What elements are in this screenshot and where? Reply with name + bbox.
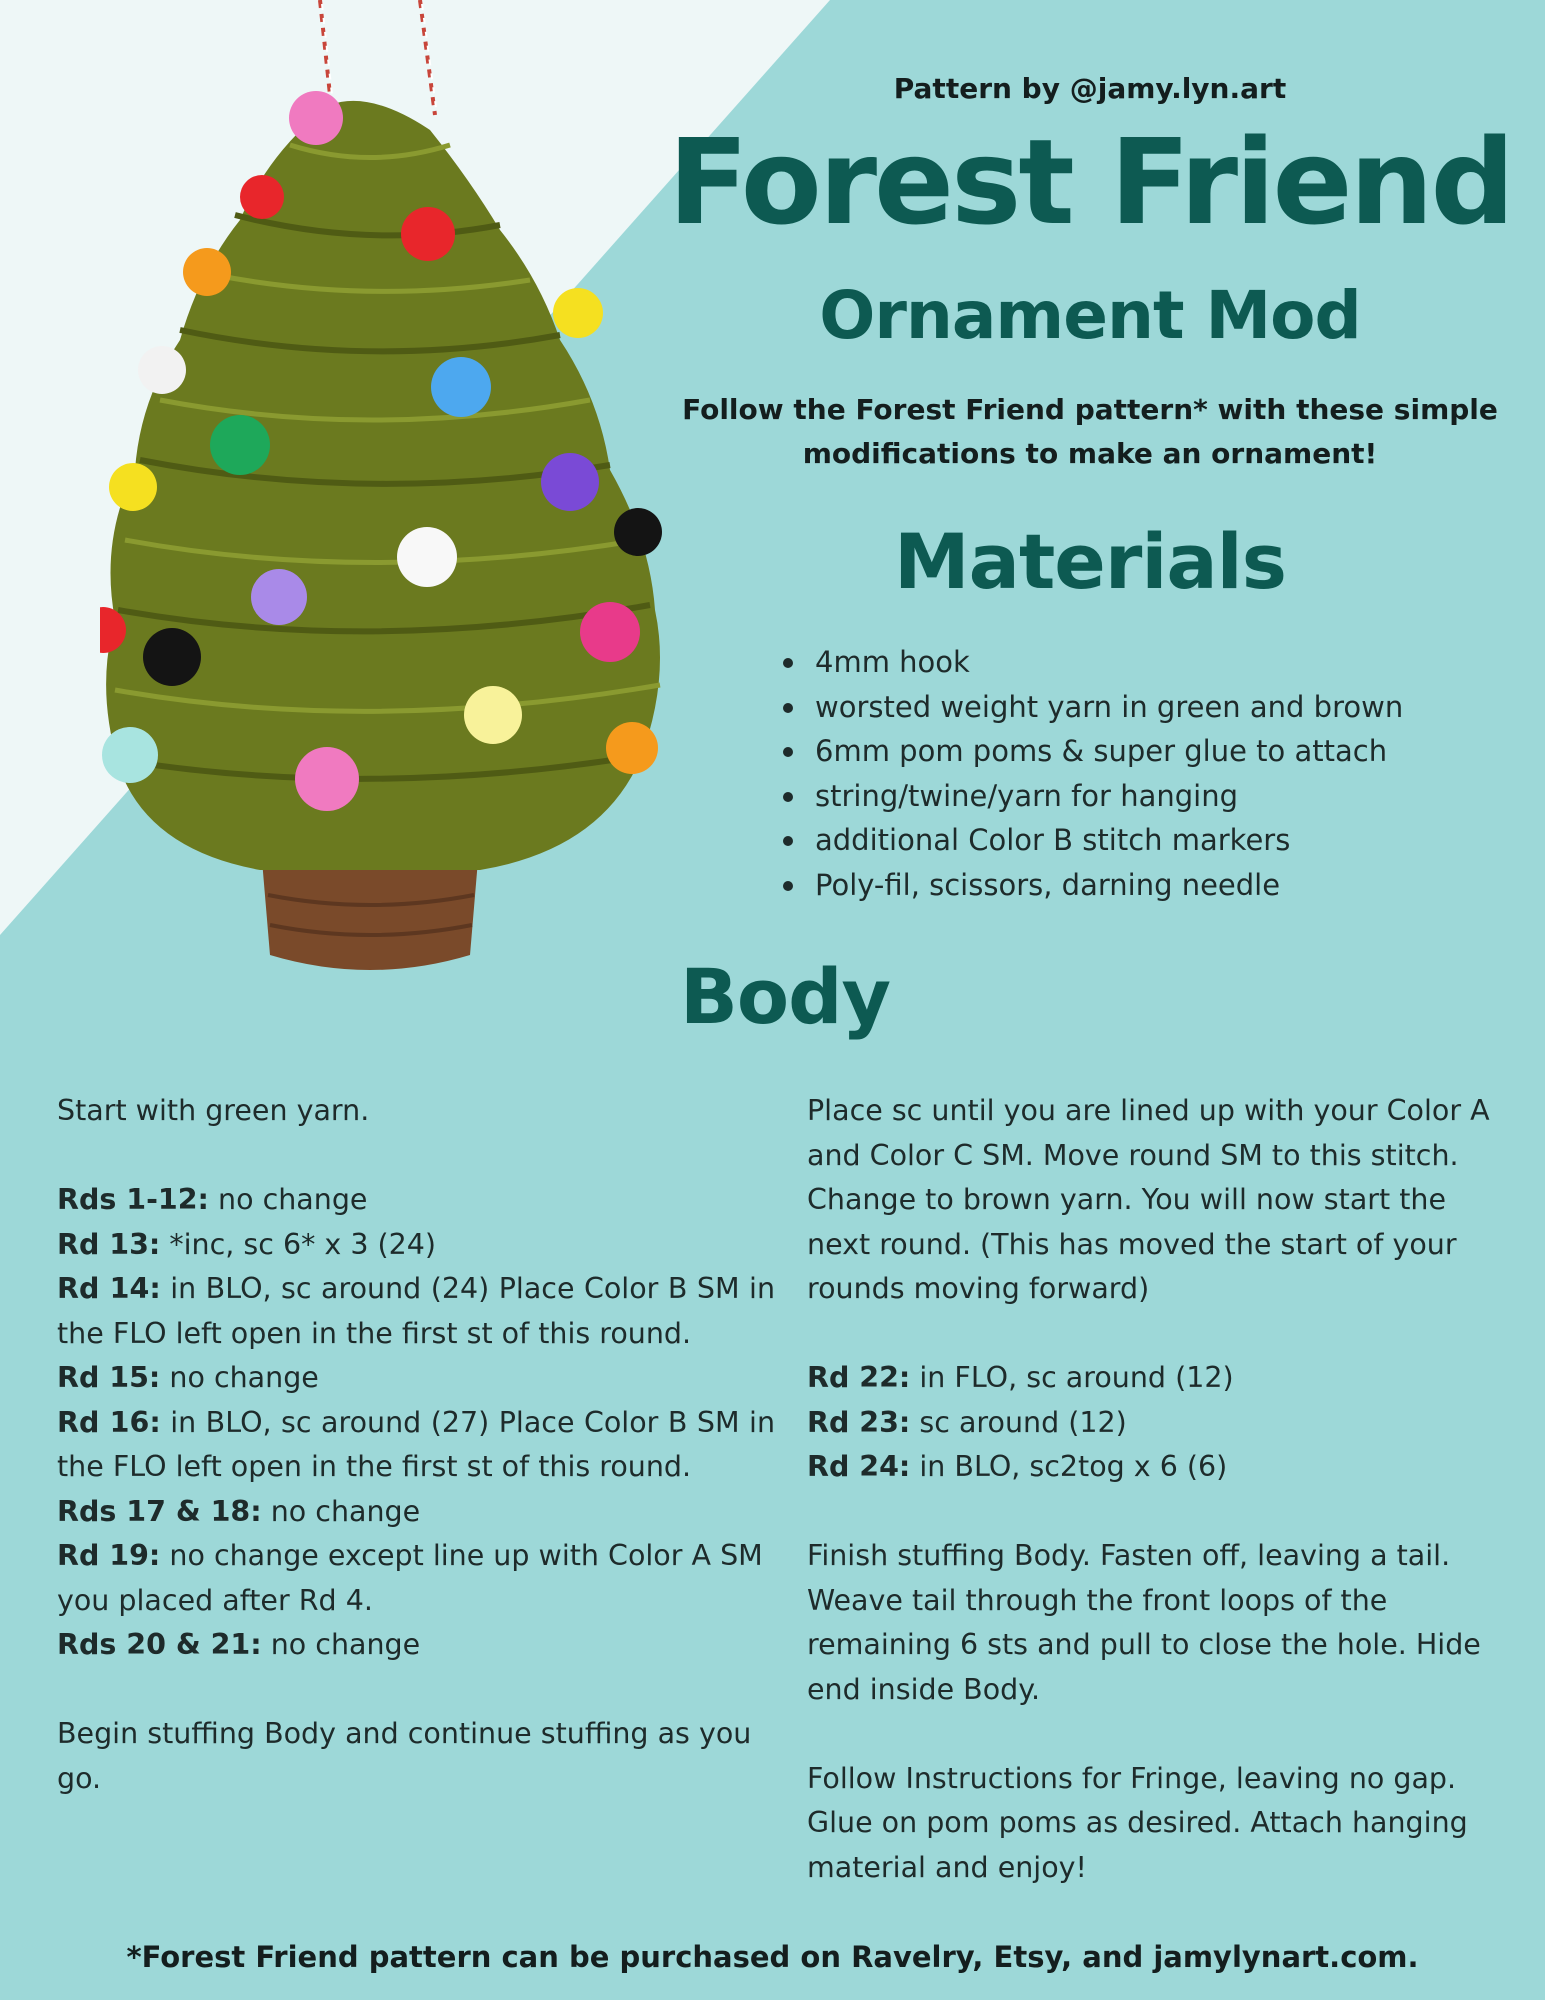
- round-label: Rd 13:: [57, 1227, 161, 1261]
- round-row: [57, 1534, 775, 1623]
- list-item: 4mm hook: [780, 640, 1520, 685]
- round-label: Rd 14:: [57, 1272, 161, 1305]
- round-row: [57, 1623, 775, 1668]
- round-label: Rds 1-12:: [57, 1183, 209, 1216]
- list-item: Poly-fil, scissors, darning needle: [780, 863, 1520, 908]
- finish-note: Finish stuffing Body. Fasten off, leaving a tail. Weave tail through the front loops of the remaining 6 sts and pull to close the hole. Hide end inside Body.: [807, 1539, 1481, 1706]
- round-text: sc around (12): [910, 1405, 1127, 1439]
- footer-note: *Forest Friend pattern can be purchased on Ravelry, Etsy, and jamylynart.com.: [126, 1940, 1419, 1974]
- page-title: Forest Friend: [667, 113, 1513, 251]
- list-item: string/twine/yarn for hanging: [780, 774, 1520, 819]
- round-text: no change: [261, 1494, 421, 1528]
- round-row: [57, 1356, 775, 1401]
- body-instructions-left: [57, 1089, 775, 1801]
- round-label: Rds 20 & 21:: [57, 1628, 262, 1661]
- round-label: Rd 15:: [57, 1361, 161, 1394]
- round-label: Rd 24:: [807, 1450, 911, 1483]
- list-item: 6mm pom poms & super glue to attach: [780, 729, 1520, 774]
- round-row: [807, 1401, 1507, 1446]
- round-label: Rd 16:: [57, 1405, 161, 1439]
- materials-heading: Materials: [894, 517, 1286, 606]
- list-item: additional Color B stitch markers: [780, 818, 1520, 863]
- intro-text: [680, 388, 1500, 476]
- stuffing-note: Begin stuffing Body and continue stuffing as you go.: [57, 1717, 752, 1795]
- round-row: [57, 1178, 775, 1223]
- round-text: in BLO, sc2tog x 6 (6): [910, 1450, 1228, 1483]
- intro-line-2: modifications to make an ornament!: [802, 437, 1378, 470]
- round-text: in BLO, sc around (24) Place Color B SM in the FLO left open in the first st of this round.: [57, 1272, 776, 1350]
- round-label: Rd 19:: [57, 1539, 161, 1572]
- round-text: no change: [208, 1183, 368, 1216]
- round-row: [57, 1267, 775, 1356]
- round-row: [807, 1445, 1507, 1490]
- fringe-note: Follow Instructions for Fringe, leaving no gap. Glue on pom poms as desired. Attach hanging material and enjoy!: [807, 1761, 1468, 1884]
- round-text: in FLO, sc around (12): [910, 1361, 1234, 1394]
- round-text: *inc, sc 6* x 3 (24): [160, 1227, 437, 1261]
- intro-line-1: Follow the Forest Friend pattern* with these simple: [682, 393, 1498, 426]
- list-item: worsted weight yarn in green and brown: [780, 685, 1520, 730]
- round-text: no change: [261, 1628, 421, 1661]
- round-row: [807, 1356, 1507, 1401]
- round-label: Rds 17 & 18:: [57, 1494, 262, 1528]
- round-text: no change except line up with Color A SM you placed after Rd 4.: [57, 1539, 763, 1617]
- round-text: in BLO, sc around (27) Place Color B SM in the FLO left open in the first st of this round.: [57, 1405, 776, 1483]
- body-instructions-right: [807, 1089, 1507, 1890]
- pattern-credit: Pattern by @jamy.lyn.art: [893, 72, 1287, 105]
- round-label: Rd 23:: [807, 1405, 911, 1439]
- round-row: [57, 1401, 775, 1490]
- round-text: no change: [160, 1361, 319, 1394]
- place-note: Place sc until you are lined up with your Color A and Color C SM. Move round SM to this stitch. Change to brown yarn. You will now start the next round. (This has moved the start of your rounds moving forward): [807, 1094, 1490, 1305]
- tree-ornament-photo: [100, 0, 700, 990]
- round-row: [57, 1490, 775, 1535]
- start-note: Start with green yarn.: [57, 1094, 370, 1127]
- materials-list: [780, 640, 1520, 907]
- body-heading: Body: [680, 952, 891, 1041]
- round-row: [57, 1223, 775, 1268]
- page-subtitle: Ornament Mod: [819, 277, 1361, 354]
- round-label: Rd 22:: [807, 1361, 911, 1394]
